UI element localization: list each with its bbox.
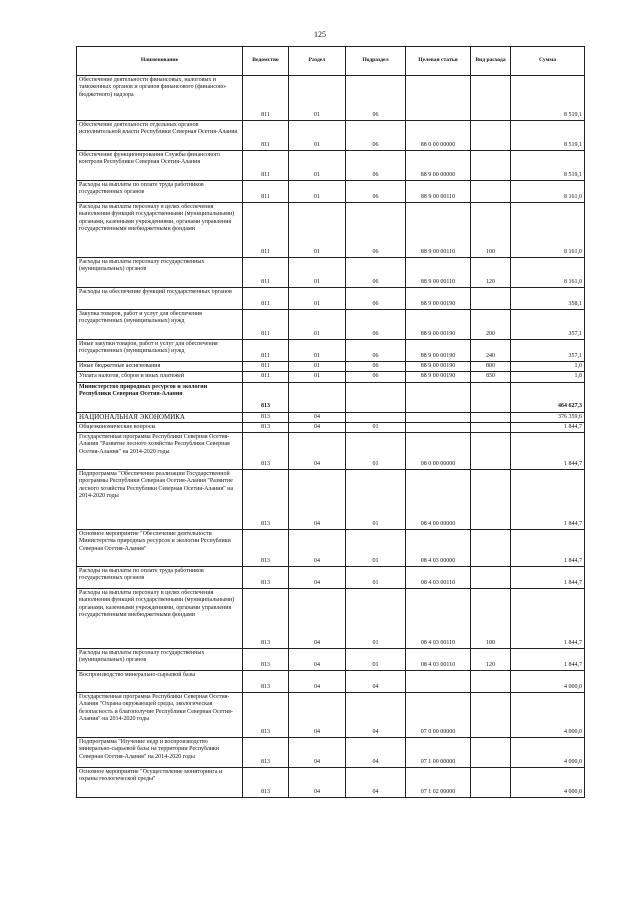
- cell-section: 01: [289, 362, 346, 372]
- cell-sum: 1 844,7: [511, 422, 585, 432]
- cell-name: Расходы на выплаты персоналу в целях обеспечения выполнения функций государственными (муниципальными) органами, казенными учреждениями, органами управления государственными внебюджетными фондами: [77, 203, 243, 258]
- table-row: [77, 203, 585, 258]
- cell-section: 04: [289, 567, 346, 589]
- cell-dept: 811: [243, 372, 289, 382]
- cell-name: Иные закупки товаров, работ и услуг для обеспечения государственных (муниципальных) нужд: [77, 340, 243, 362]
- cell-sum: 1,0: [511, 362, 585, 372]
- cell-dept: 813: [243, 382, 289, 412]
- cell-target: 88 9 00 00190: [406, 372, 471, 382]
- cell-subsection: 06: [346, 181, 406, 203]
- cell-target: 88 9 00 00190: [406, 288, 471, 310]
- cell-type: [471, 382, 511, 412]
- cell-name: Министерство природных ресурсов и экологии Республики Северная Осетия-Алания: [77, 382, 243, 412]
- cell-type: 120: [471, 258, 511, 288]
- table-row: [77, 433, 585, 470]
- cell-subsection: 01: [346, 567, 406, 589]
- cell-type: [471, 693, 511, 738]
- cell-section: 01: [289, 181, 346, 203]
- cell-subsection: 06: [346, 362, 406, 372]
- cell-type: [471, 422, 511, 432]
- cell-section: 04: [289, 422, 346, 432]
- cell-subsection: 04: [346, 671, 406, 693]
- cell-target: [406, 422, 471, 432]
- cell-subsection: 04: [346, 768, 406, 798]
- cell-subsection: [346, 382, 406, 412]
- cell-sum: 358,1: [511, 288, 585, 310]
- header-section: Раздел: [289, 47, 346, 76]
- cell-type: [471, 433, 511, 470]
- cell-sum: 1 844,7: [511, 433, 585, 470]
- table-row: [77, 649, 585, 671]
- cell-sum: 8 519,1: [511, 151, 585, 181]
- cell-sum: 8 519,1: [511, 121, 585, 151]
- cell-name: Государственная программа Республики Северная Осетия-Алания "Охрана окружающей среды, экологическая безопасность и благополучие Республики Северная Осетия-Алания" на 2014-2020 годы: [77, 693, 243, 738]
- cell-dept: 813: [243, 433, 289, 470]
- table-row: [77, 310, 585, 340]
- header-type: Вид расхода: [471, 47, 511, 76]
- cell-name: Подпрограмма "Обеспечение реализации Государственной программы Республики Северная Осетия-Алания "Развитие лесного хозяйства Республики Северная Осетия-Алания" на 2014-2020 годы: [77, 470, 243, 530]
- cell-target: 88 9 00 00190: [406, 362, 471, 372]
- header-subsection: Подраздел: [346, 47, 406, 76]
- cell-name: Расходы на выплаты по оплате труда работников государственных органов: [77, 567, 243, 589]
- cell-section: 04: [289, 412, 346, 422]
- cell-dept: 813: [243, 422, 289, 432]
- budget-table: [76, 46, 585, 798]
- cell-target: 07 0 00 00000: [406, 693, 471, 738]
- cell-name: Расходы на выплаты персоналу в целях обеспечения выполнения функций государственными (муниципальными) органами, казенными учреждениями, органами управления государственными внебюджетными фондами: [77, 589, 243, 649]
- cell-type: [471, 470, 511, 530]
- cell-subsection: 06: [346, 258, 406, 288]
- cell-section: 04: [289, 530, 346, 567]
- cell-dept: 813: [243, 671, 289, 693]
- cell-sum: 1 844,7: [511, 530, 585, 567]
- cell-type: [471, 181, 511, 203]
- cell-dept: 811: [243, 203, 289, 258]
- cell-target: 88 9 00 00110: [406, 181, 471, 203]
- cell-target: 08 4 03 00110: [406, 589, 471, 649]
- cell-name: Основное мероприятие "Осуществление мониторинга и охраны геологической среды": [77, 768, 243, 798]
- cell-name: Расходы на выплаты персоналу государственных (муниципальных) органов: [77, 649, 243, 671]
- cell-dept: 813: [243, 567, 289, 589]
- table-row: [77, 382, 585, 412]
- cell-type: 100: [471, 589, 511, 649]
- cell-subsection: 06: [346, 76, 406, 121]
- cell-target: 88 0 00 00000: [406, 121, 471, 151]
- cell-dept: 813: [243, 470, 289, 530]
- cell-type: [471, 768, 511, 798]
- cell-target: [406, 412, 471, 422]
- cell-section: 04: [289, 738, 346, 768]
- cell-dept: 811: [243, 76, 289, 121]
- cell-section: 01: [289, 372, 346, 382]
- cell-dept: 811: [243, 288, 289, 310]
- cell-subsection: 04: [346, 738, 406, 768]
- cell-sum: 4 000,0: [511, 738, 585, 768]
- cell-subsection: 01: [346, 433, 406, 470]
- cell-target: 88 9 00 00110: [406, 203, 471, 258]
- table-row: [77, 470, 585, 530]
- cell-section: 04: [289, 470, 346, 530]
- cell-section: 04: [289, 768, 346, 798]
- cell-dept: 813: [243, 649, 289, 671]
- cell-section: 01: [289, 76, 346, 121]
- table-row: [77, 362, 585, 372]
- cell-sum: 4 000,0: [511, 768, 585, 798]
- cell-type: [471, 567, 511, 589]
- table-row: [77, 422, 585, 432]
- table-row: [77, 589, 585, 649]
- cell-name: Расходы на обеспечение функций государственных органов: [77, 288, 243, 310]
- cell-name: Уплата налогов, сборов и иных платежей: [77, 372, 243, 382]
- header-target: Целевая статья: [406, 47, 471, 76]
- page-number: 125: [314, 30, 326, 39]
- cell-type: 100: [471, 203, 511, 258]
- cell-section: 01: [289, 121, 346, 151]
- cell-subsection: 06: [346, 203, 406, 258]
- cell-subsection: 06: [346, 288, 406, 310]
- cell-type: [471, 151, 511, 181]
- cell-section: 01: [289, 151, 346, 181]
- cell-subsection: 06: [346, 372, 406, 382]
- cell-target: [406, 76, 471, 121]
- cell-target: 07 1 02 00000: [406, 768, 471, 798]
- cell-dept: 813: [243, 768, 289, 798]
- cell-sum: 1 844,7: [511, 470, 585, 530]
- cell-section: 04: [289, 693, 346, 738]
- cell-target: 08 4 03 00110: [406, 649, 471, 671]
- cell-section: 04: [289, 649, 346, 671]
- cell-dept: 811: [243, 258, 289, 288]
- cell-target: [406, 382, 471, 412]
- cell-type: 200: [471, 310, 511, 340]
- table-row: [77, 121, 585, 151]
- table-row: [77, 372, 585, 382]
- cell-subsection: 04: [346, 693, 406, 738]
- cell-sum: 1 844,7: [511, 589, 585, 649]
- header-sum: Сумма: [511, 47, 585, 76]
- cell-sum: 1,0: [511, 372, 585, 382]
- table-row: [77, 768, 585, 798]
- cell-subsection: 01: [346, 649, 406, 671]
- cell-type: [471, 671, 511, 693]
- cell-dept: 813: [243, 738, 289, 768]
- cell-subsection: 06: [346, 121, 406, 151]
- cell-subsection: 01: [346, 589, 406, 649]
- table-row: [77, 288, 585, 310]
- cell-sum: 8 161,0: [511, 203, 585, 258]
- cell-type: [471, 121, 511, 151]
- cell-target: [406, 671, 471, 693]
- cell-sum: 1 844,7: [511, 649, 585, 671]
- cell-subsection: 01: [346, 422, 406, 432]
- cell-sum: 8 161,0: [511, 181, 585, 203]
- cell-dept: 811: [243, 181, 289, 203]
- cell-name: Государственная программа Республики Северная Осетия-Алания "Развитие лесного хозяйства Республики Северная Осетия-Алания" на 2014-2020 годы: [77, 433, 243, 470]
- cell-dept: 811: [243, 310, 289, 340]
- cell-sum: 1 844,7: [511, 567, 585, 589]
- cell-section: 01: [289, 203, 346, 258]
- table-header-row: [77, 47, 585, 76]
- cell-dept: 811: [243, 340, 289, 362]
- cell-subsection: 06: [346, 151, 406, 181]
- cell-name: Расходы на выплаты по оплате труда работников государственных органов: [77, 181, 243, 203]
- cell-target: 08 0 00 00000: [406, 433, 471, 470]
- cell-subsection: [346, 412, 406, 422]
- cell-subsection: 06: [346, 340, 406, 362]
- cell-sum: 357,1: [511, 340, 585, 362]
- cell-target: 08 4 03 00000: [406, 530, 471, 567]
- cell-dept: 813: [243, 589, 289, 649]
- cell-name: Обеспечение деятельности отдельных органов исполнительной власти Республики Северная Осетия-Алания: [77, 121, 243, 151]
- cell-dept: 811: [243, 121, 289, 151]
- cell-section: 01: [289, 340, 346, 362]
- cell-name: Обеспечение деятельности финансовых, налоговых и таможенных органов и органов финансового (финансово-бюджетного) надзора: [77, 76, 243, 121]
- cell-name: Основное мероприятие "Обеспечение деятельности Министерства природных ресурсов и экологии Республики Северная Осетия-Алания": [77, 530, 243, 567]
- header-name: Наименование: [77, 47, 243, 76]
- table-row: [77, 151, 585, 181]
- cell-type: [471, 530, 511, 567]
- cell-type: 850: [471, 372, 511, 382]
- cell-sum: 464 627,3: [511, 382, 585, 412]
- cell-type: 800: [471, 362, 511, 372]
- table-row: [77, 567, 585, 589]
- cell-sum: 4 000,0: [511, 671, 585, 693]
- cell-dept: 811: [243, 362, 289, 372]
- table-row: [77, 181, 585, 203]
- cell-type: 120: [471, 649, 511, 671]
- cell-subsection: 01: [346, 470, 406, 530]
- cell-dept: 811: [243, 151, 289, 181]
- cell-section: 04: [289, 671, 346, 693]
- cell-name: Обеспечение функционирования Службы финансового контроля Республики Северная Осетия-Алания: [77, 151, 243, 181]
- cell-sum: 4 000,0: [511, 693, 585, 738]
- cell-target: 88 9 00 00000: [406, 151, 471, 181]
- cell-name: Общеэкономические вопросы: [77, 422, 243, 432]
- cell-dept: 813: [243, 693, 289, 738]
- table-row: [77, 76, 585, 121]
- cell-subsection: 06: [346, 310, 406, 340]
- cell-type: [471, 76, 511, 121]
- table-row: [77, 530, 585, 567]
- cell-type: 240: [471, 340, 511, 362]
- cell-section: [289, 382, 346, 412]
- cell-name: Подпрограмма "Изучение недр и воспроизводство минерально-сырьевой базы на территории Республики Северная Осетия-Алания" на 2014-2020 годы: [77, 738, 243, 768]
- cell-sum: 376 359,6: [511, 412, 585, 422]
- cell-target: 88 9 00 00190: [406, 310, 471, 340]
- cell-name: НАЦИОНАЛЬНАЯ ЭКОНОМИКА: [77, 412, 243, 422]
- table-row: [77, 671, 585, 693]
- cell-type: [471, 738, 511, 768]
- table-row: [77, 258, 585, 288]
- cell-target: 08 4 03 00110: [406, 567, 471, 589]
- cell-subsection: 01: [346, 530, 406, 567]
- cell-section: 01: [289, 310, 346, 340]
- cell-dept: 813: [243, 530, 289, 567]
- cell-dept: 813: [243, 412, 289, 422]
- cell-name: Воспроизводство минерально-сырьевой базы: [77, 671, 243, 693]
- cell-sum: 357,1: [511, 310, 585, 340]
- cell-target: 88 9 00 00110: [406, 258, 471, 288]
- cell-target: 07 1 00 00000: [406, 738, 471, 768]
- cell-type: [471, 288, 511, 310]
- cell-name: Иные бюджетные ассигнования: [77, 362, 243, 372]
- cell-section: 04: [289, 589, 346, 649]
- cell-sum: 8 161,0: [511, 258, 585, 288]
- cell-name: Закупка товаров, работ и услуг для обеспечения государственных (муниципальных) нужд: [77, 310, 243, 340]
- cell-section: 01: [289, 258, 346, 288]
- table-row: [77, 340, 585, 362]
- header-dept: Ведомство: [243, 47, 289, 76]
- cell-type: [471, 412, 511, 422]
- cell-section: 04: [289, 433, 346, 470]
- table-row: [77, 693, 585, 738]
- cell-target: 88 9 00 00190: [406, 340, 471, 362]
- cell-name: Расходы на выплаты персоналу государственных (муниципальных) органов: [77, 258, 243, 288]
- table-row: [77, 738, 585, 768]
- table-row: [77, 412, 585, 422]
- cell-target: 08 4 00 00000: [406, 470, 471, 530]
- cell-section: 01: [289, 288, 346, 310]
- cell-sum: 8 519,1: [511, 76, 585, 121]
